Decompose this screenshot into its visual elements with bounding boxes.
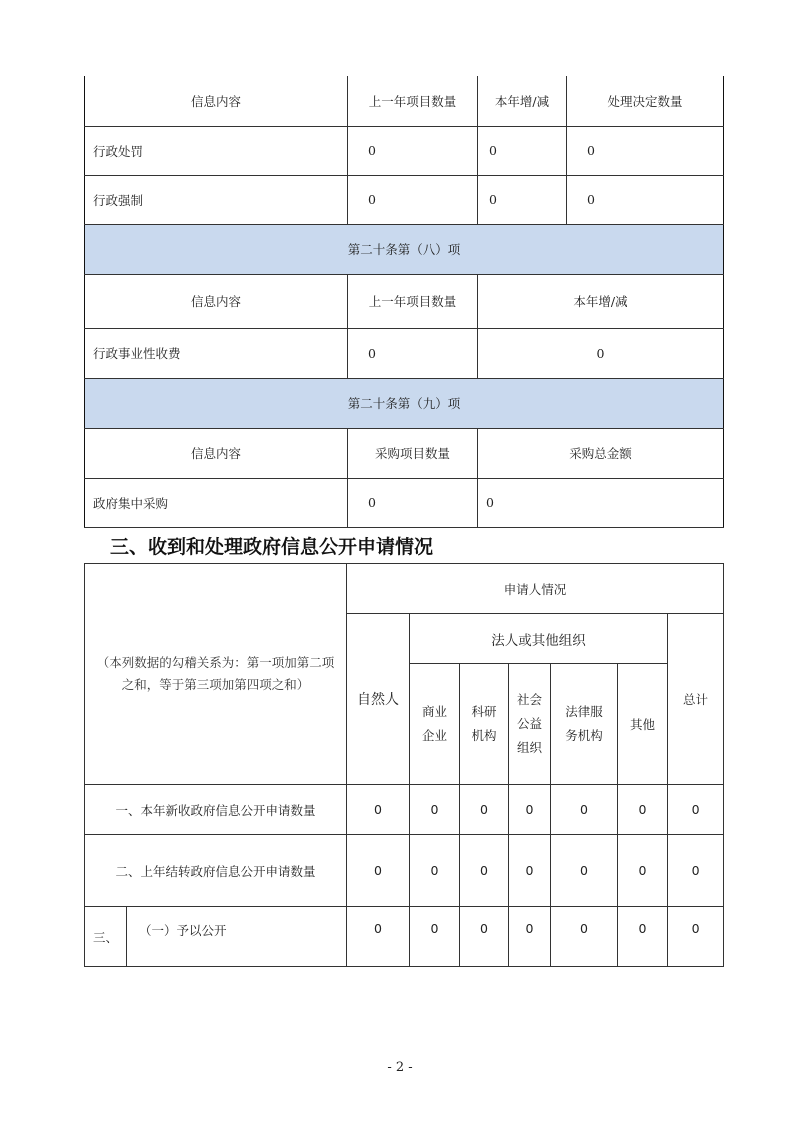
cell-value: 0 (348, 478, 478, 527)
cell-value: 0 (347, 907, 410, 967)
section-title: 三、收到和处理政府信息公开申请情况 (110, 536, 434, 558)
cell-value: 0 (668, 835, 724, 907)
cell-value: 0 (347, 785, 410, 835)
col-header-last-year: 上一年项目数量 (348, 76, 478, 126)
row-label-procurement: 政府集中采购 (85, 478, 348, 527)
cell-value: 0 (618, 835, 668, 907)
cell-value: 0 (478, 328, 724, 378)
cell-value: 0 (460, 785, 509, 835)
cell-value: 0 (551, 785, 618, 835)
col-header-content: 信息内容 (85, 274, 348, 328)
section-band-9: 第二十条第（九）项 (85, 378, 724, 428)
cell-value: 0 (668, 907, 724, 967)
cell-value: 0 (567, 175, 724, 224)
cell-value: 0 (567, 126, 724, 175)
cell-value: 0 (348, 328, 478, 378)
cell-value: 0 (460, 907, 509, 967)
page-number: - 2 - (387, 1060, 413, 1075)
cell-value: 0 (478, 126, 567, 175)
row-label-disclosed: （一）予以公开 (127, 907, 347, 967)
row-label-penalty: 行政处罚 (85, 126, 348, 175)
application-table (84, 563, 724, 967)
sub-header-research: 科研 机构 (460, 664, 509, 785)
cell-value: 0 (668, 785, 724, 835)
col-header-content: 信息内容 (85, 428, 348, 478)
row-label-enforcement: 行政强制 (85, 175, 348, 224)
natural-person-header: 自然人 (347, 614, 410, 785)
col-header-change: 本年增/减 (478, 274, 724, 328)
legal-person-header: 法人或其他组织 (410, 614, 668, 664)
row-label-new: 一、本年新收政府信息公开申请数量 (85, 785, 347, 835)
sub-header-public-welfare: 社会 公益 组织 (509, 664, 551, 785)
cell-value: 0 (348, 175, 478, 224)
sub-header-other: 其他 (618, 664, 668, 785)
cell-value: 0 (618, 907, 668, 967)
total-header: 总计 (668, 614, 724, 785)
row-prefix-three: 三、 (85, 907, 127, 967)
row-label-fees: 行政事业性收费 (85, 328, 348, 378)
cell-value: 0 (478, 175, 567, 224)
col-header-change: 本年增/减 (478, 76, 567, 126)
cell-value: 0 (478, 478, 724, 527)
cell-value: 0 (551, 907, 618, 967)
relation-note: （本列数据的勾稽关系为：第一项加第二项之和，等于第三项加第四项之和） (85, 564, 347, 785)
row-label-carried-over: 二、上年结转政府信息公开申请数量 (85, 835, 347, 907)
col-header-last-year: 上一年项目数量 (348, 274, 478, 328)
cell-value: 0 (551, 835, 618, 907)
cell-value: 0 (509, 907, 551, 967)
cell-value: 0 (410, 907, 460, 967)
col-header-decisions: 处理决定数量 (567, 76, 724, 126)
cell-value: 0 (509, 835, 551, 907)
sub-header-business: 商业 企业 (410, 664, 460, 785)
cell-value: 0 (348, 126, 478, 175)
cell-value: 0 (410, 835, 460, 907)
cell-value: 0 (347, 835, 410, 907)
cell-value: 0 (460, 835, 509, 907)
sub-header-legal-service: 法律服 务机构 (551, 664, 618, 785)
col-header-purchase-count: 采购项目数量 (348, 428, 478, 478)
section-band-8: 第二十条第（八）项 (85, 224, 724, 274)
cell-value: 0 (618, 785, 668, 835)
col-header-content: 信息内容 (85, 76, 348, 126)
cell-value: 0 (509, 785, 551, 835)
col-header-purchase-amount: 采购总金额 (478, 428, 724, 478)
disclosure-table-top (84, 76, 724, 528)
cell-value: 0 (410, 785, 460, 835)
applicant-header: 申请人情况 (347, 564, 724, 614)
